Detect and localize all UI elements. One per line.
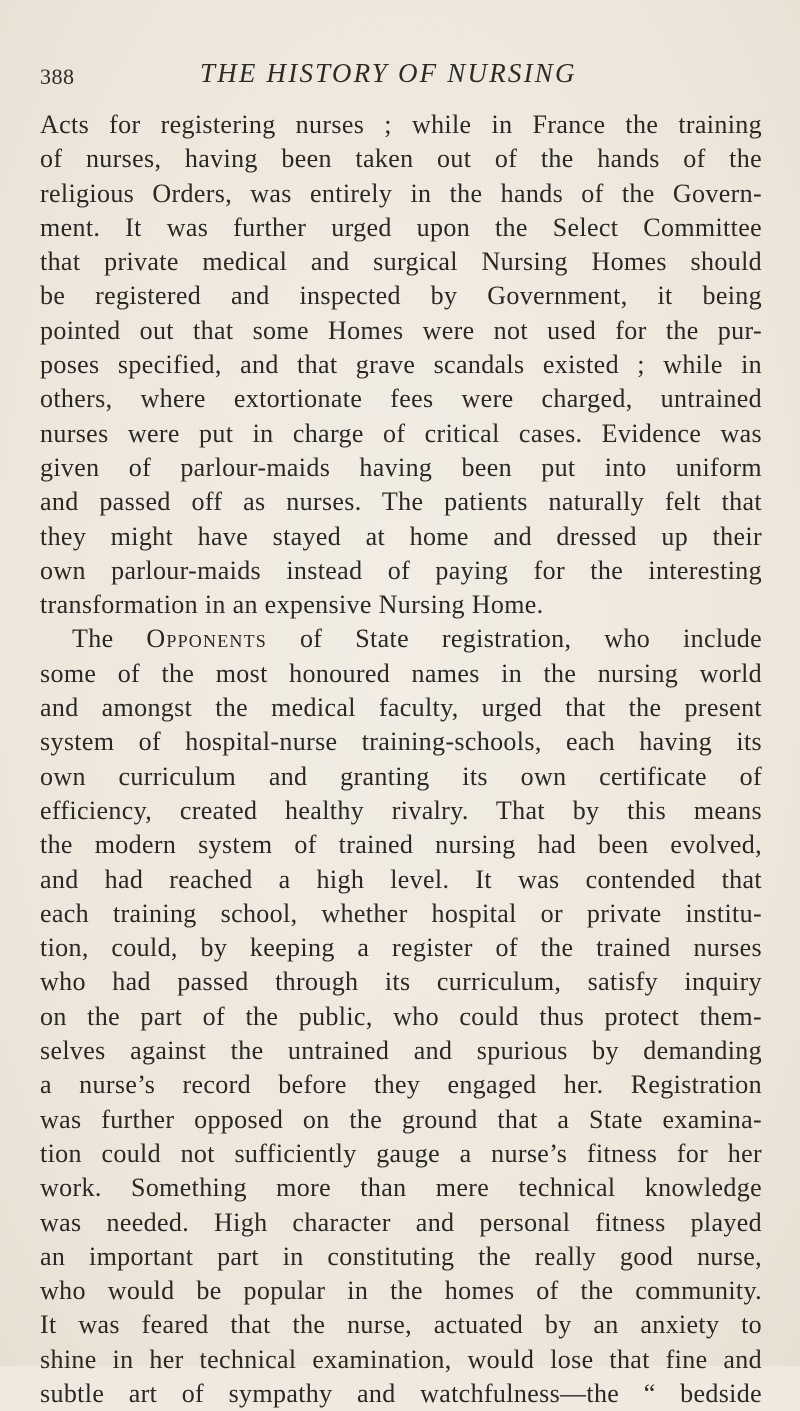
text-line: some of the most honoured names in the nursing world bbox=[40, 658, 762, 688]
text-line: own parlour-maids instead of paying for the interesting bbox=[40, 555, 762, 585]
text-line: work. Something more than mere technical knowledge bbox=[40, 1173, 762, 1203]
text-line: ment. It was further urged upon the Select Committee bbox=[40, 212, 762, 242]
text-line: transformation in an expensive Nursing Home. bbox=[40, 590, 544, 620]
text-line: who had passed through its curriculum, satisfy inquiry bbox=[40, 967, 762, 997]
body-text bbox=[40, 108, 762, 1411]
text-line: efficiency, created healthy rivalry. That by this means bbox=[40, 795, 762, 825]
text-line: be registered and inspected by Government, it being bbox=[40, 281, 762, 311]
text-line: pointed out that some Homes were not used for the pur- bbox=[40, 315, 762, 345]
text-line: of nurses, having been taken out of the hands of the bbox=[40, 144, 762, 174]
text-line: and passed off as nurses. The patients naturally felt that bbox=[40, 487, 762, 517]
paragraph-registration-arguments bbox=[40, 108, 762, 622]
text-line: shine in her technical examination, would lose that fine and bbox=[40, 1344, 762, 1374]
text-line: and amongst the medical faculty, urged that the present bbox=[40, 693, 762, 723]
text-line: who would be popular in the homes of the community. bbox=[40, 1276, 762, 1306]
text-line: It was feared that the nurse, actuated by an anxiety to bbox=[40, 1310, 762, 1340]
text-line: subtle art of sympathy and watchfulness—the “ bedside bbox=[40, 1378, 762, 1408]
text-line: Acts for registering nurses ; while in France the training bbox=[40, 110, 762, 139]
text-line: they might have stayed at home and dressed up their bbox=[40, 521, 762, 551]
page-number: 388 bbox=[40, 64, 75, 89]
text-line: that private medical and surgical Nursing Homes should bbox=[40, 247, 762, 277]
text-line: and had reached a high level. It was contended that bbox=[40, 864, 762, 894]
text-line: poses specified, and that grave scandals existed ; while in bbox=[40, 350, 762, 380]
text-line: nurses were put in charge of critical cases. Evidence was bbox=[40, 418, 762, 448]
page-header bbox=[40, 58, 760, 94]
text-line: religious Orders, was entirely in the hands of the Govern- bbox=[40, 178, 762, 208]
text-line: own curriculum and granting its own certificate of bbox=[40, 761, 762, 791]
paragraph-opponents bbox=[40, 622, 762, 1411]
paragraph-first-line bbox=[40, 622, 762, 656]
text-line: system of hospital-nurse training-schools, each having its bbox=[40, 727, 762, 757]
text-line: tion could not sufficiently gauge a nurse’s fitness for her bbox=[40, 1138, 762, 1168]
small-caps-word: Opponents bbox=[146, 624, 268, 654]
first-line-start: The bbox=[72, 624, 147, 654]
text-line: on the part of the public, who could thus protect them- bbox=[40, 1001, 762, 1031]
text-line: selves against the untrained and spurious by demanding bbox=[40, 1036, 762, 1066]
text-line: tion, could, by keeping a register of the trained nurses bbox=[40, 933, 762, 963]
text-line: given of parlour-maids having been put into uniform bbox=[40, 452, 762, 482]
text-line: the modern system of trained nursing had been evolved, bbox=[40, 830, 762, 860]
text-line: a nurse’s record before they engaged her. Registration bbox=[40, 1070, 762, 1100]
text-line: others, where extortionate fees were charged, untrained bbox=[40, 384, 762, 414]
text-line: an important part in constituting the really good nurse, bbox=[40, 1241, 762, 1271]
running-head-title: THE HISTORY OF NURSING bbox=[200, 58, 577, 88]
text-line: was further opposed on the ground that a State examina- bbox=[40, 1104, 762, 1134]
text-line: each training school, whether hospital or private institu- bbox=[40, 898, 762, 928]
first-line-end: of State registration, who include bbox=[267, 624, 763, 654]
text-line: was needed. High character and personal fitness played bbox=[40, 1207, 762, 1237]
